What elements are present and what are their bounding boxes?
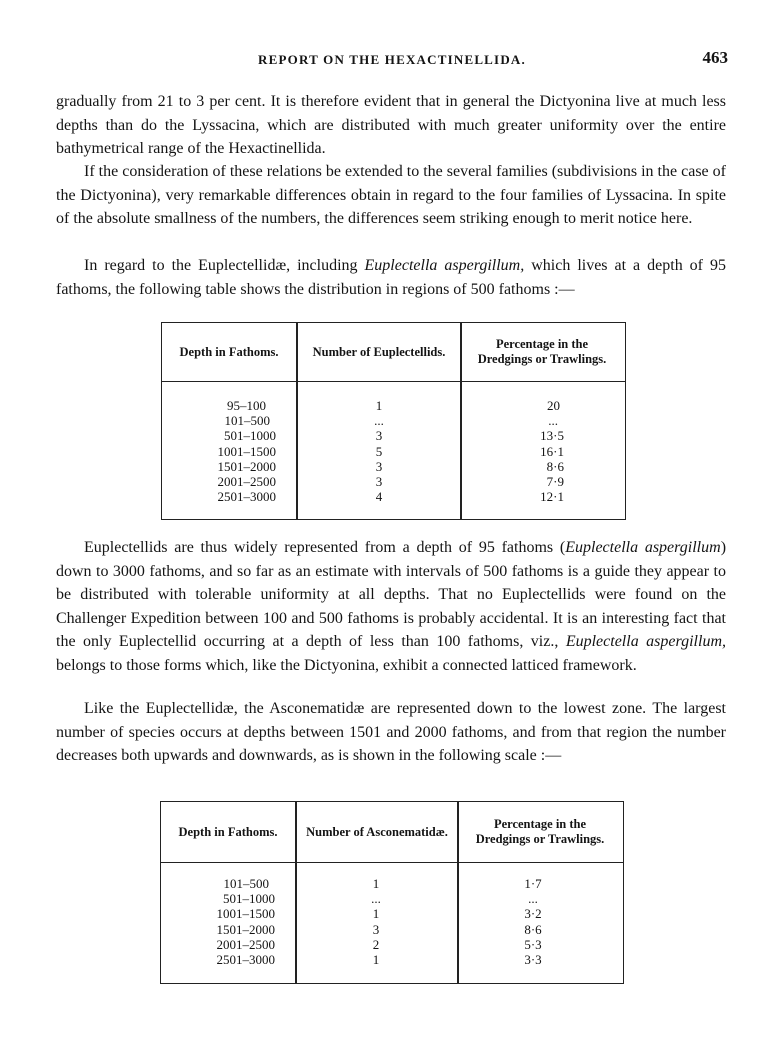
table-cell: 8·6 bbox=[524, 921, 542, 937]
table-cell: 2 bbox=[372, 936, 380, 952]
header-depth: Depth in Fathoms. bbox=[178, 824, 278, 839]
table-cell: 2001–2500 bbox=[217, 473, 276, 489]
table-cell: 3 bbox=[372, 921, 380, 937]
table-cell: 1 bbox=[375, 398, 383, 413]
count-column bbox=[355, 876, 397, 967]
species-name: Euplectella aspergillum, bbox=[565, 633, 727, 651]
depth-column bbox=[180, 398, 276, 504]
table-cell: 1·7 bbox=[524, 876, 542, 891]
table-cell: 501–1000 bbox=[224, 428, 276, 444]
table-cell: 2501–3000 bbox=[216, 951, 275, 967]
table-cell: 5·3 bbox=[524, 936, 542, 952]
table-cell: 2001–2500 bbox=[216, 936, 275, 952]
paragraph-5: Like the Euplectellidæ, the Asconematidæ are represented down to the lowest zone. The largest number of species occurs at depths between 1501 and 2000 fathoms, and from that region the number decreases both upwards and downwards, as is shown in the following scale :— bbox=[56, 700, 726, 765]
table-cell: 3 bbox=[375, 458, 383, 474]
header-percentage: Percentage in the Dredgings or Trawlings. bbox=[477, 337, 607, 366]
table-cell: ... bbox=[371, 891, 381, 907]
table-cell: ... bbox=[528, 891, 538, 907]
species-name: Euplectella aspergillum bbox=[565, 539, 721, 556]
table-cell: 4 bbox=[375, 489, 383, 505]
table-cell: 20 bbox=[547, 398, 560, 413]
asconematidae-table bbox=[160, 801, 624, 984]
header-number: Number of Asconematidæ. bbox=[306, 824, 448, 839]
paragraph-3 bbox=[56, 254, 726, 301]
table-cell: 2501–3000 bbox=[217, 489, 276, 505]
table-cell: 1001–1500 bbox=[217, 443, 276, 459]
table-cell: 95–100 bbox=[227, 398, 266, 413]
depth-column bbox=[179, 876, 275, 967]
table-cell: 1 bbox=[372, 951, 380, 967]
table-cell: 101–500 bbox=[223, 876, 269, 891]
header-depth: Depth in Fathoms. bbox=[179, 344, 279, 359]
table-cell: 3 bbox=[375, 473, 383, 489]
percentage-column bbox=[514, 398, 564, 504]
paragraph-4 bbox=[56, 536, 726, 678]
running-title: REPORT ON THE HEXACTINELLIDA. bbox=[258, 52, 526, 67]
paragraph-1: gradually from 21 to 3 per cent. It is therefore evident that in general the Dictyonina live at much less depths than do the Lyssacina, which are distributed with much greater uniformity over the entire bathymetrical range of the Hexactinellida. bbox=[56, 93, 726, 158]
euplectellids-table bbox=[161, 322, 626, 520]
table-cell: 501–1000 bbox=[223, 891, 275, 907]
table-cell: 101–500 bbox=[224, 413, 270, 429]
species-name: Euplectella aspergillum, bbox=[364, 257, 525, 274]
table-cell: 13·5 bbox=[540, 428, 564, 444]
table-cell: 3·2 bbox=[524, 906, 542, 922]
table-cell: 1 bbox=[372, 906, 380, 922]
page-header bbox=[56, 48, 728, 70]
paragraph-3-text-b: which lives at a depth of 95 fathoms, the following table shows the distribution in regions of 500 fathoms :— bbox=[56, 257, 727, 298]
table-cell: 3 bbox=[375, 428, 383, 444]
percentage-column bbox=[513, 876, 553, 967]
table-cell: 3·3 bbox=[524, 951, 542, 967]
table-cell: ... bbox=[548, 413, 558, 429]
paragraph-4-text-b: ) down to 3000 fathoms, and so far as an estimate with intervals of 500 fathoms is a guide they appear to be distributed with tolerable uniformity at all depths. That no Euplectellids were found on the Challenger Expedition between 100 and 500 fathoms is probably accidental. It is an interesting fact that the only Euplectellid occurring at a depth of less than 100 fathoms, viz., bbox=[56, 539, 727, 651]
table-cell: 1 bbox=[372, 876, 380, 891]
paragraph-2: If the consideration of these relations be extended to the several families (subdivisions in the case of the Dictyonina), very remarkable differences obtain in regard to the four families of Lyssacina. In spite of the absolute smallness of the numbers, the differences seem striking enough to merit notice here. bbox=[56, 163, 726, 228]
header-percentage: Percentage in the Dredgings or Trawlings. bbox=[475, 817, 605, 846]
table-cell: 1501–2000 bbox=[217, 458, 276, 474]
table-cell: 1001–1500 bbox=[216, 906, 275, 922]
paragraph-4-text-c: belongs to those forms which, like the Dictyonina, exhibit a connected latticed framework. bbox=[56, 656, 637, 674]
count-column bbox=[358, 398, 400, 504]
table-cell: 12·1 bbox=[540, 489, 564, 505]
table-cell: ... bbox=[374, 413, 384, 429]
table-cell: 16·1 bbox=[540, 443, 564, 459]
table-cell: 7·9 bbox=[546, 473, 564, 489]
table-cell: 5 bbox=[375, 443, 383, 459]
header-number: Number of Euplectellids. bbox=[312, 344, 446, 359]
table-cell: 1501–2000 bbox=[216, 921, 275, 937]
page-number: 463 bbox=[702, 48, 728, 67]
table-cell: 8·6 bbox=[546, 458, 564, 474]
paragraph-3-text-a: In regard to the Euplectellidæ, including bbox=[84, 257, 365, 274]
paragraph-4-text-a: Euplectellids are thus widely represented from a depth of 95 fathoms ( bbox=[84, 539, 566, 556]
